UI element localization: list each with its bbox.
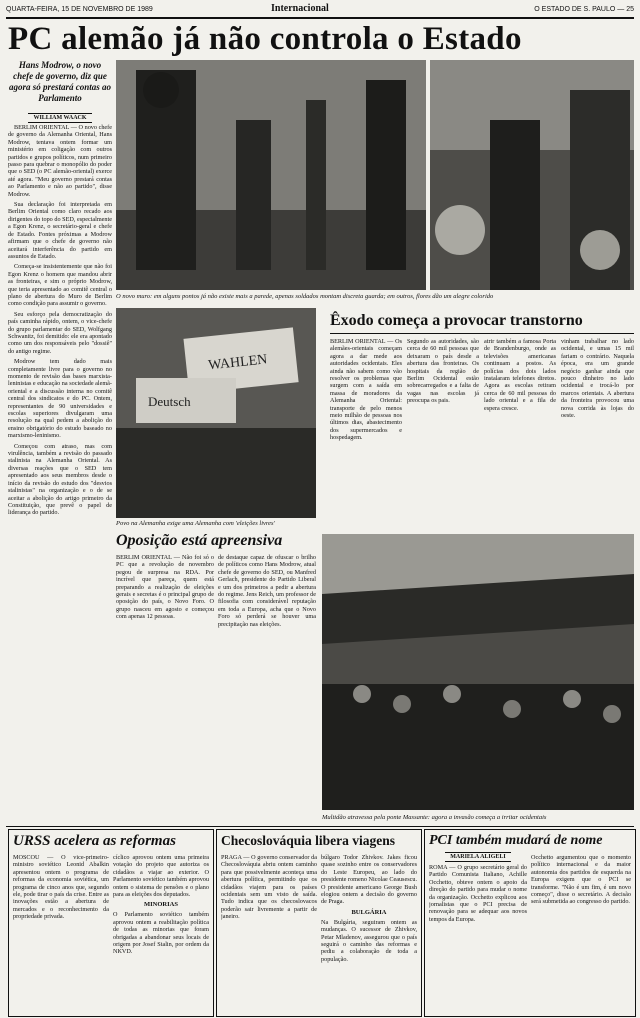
urss-headline: URSS acelera as reformas: [13, 833, 176, 849]
exodo-rule: [330, 333, 634, 334]
photo-protest: [116, 308, 316, 518]
section-title: Internacional: [271, 3, 329, 14]
urss-box: [8, 829, 214, 1017]
urss-paragraph: O Parlamento soviético também aprovou ontem a reabilitação política de todas as minorias que foram obrigadas a abandonar seus locais de origem por Josef Stalin, por ordem da NKVD.: [113, 911, 209, 956]
main-headline: PC alemão já não controla o Estado: [8, 21, 522, 57]
svg-text:WAHLEN: WAHLEN: [207, 352, 269, 374]
issue-date: QUARTA-FEIRA, 15 DE NOVEMBRO DE 1989: [6, 6, 153, 13]
photo-flowers-image: [430, 60, 634, 290]
checo-paragraph: búlgaro Todor Zhivkov. Jakes ficou quase sozinho entre os conservadores do Leste Europeu, ao lado do presidente romeno Nicolae Ceausescu. O presidente americano George Bush elogiou ontem a decisão do governo de Praga.: [321, 854, 417, 906]
header-rule: [6, 17, 634, 19]
main-paragraph: Seu esforço pela democratização do país caminha rápido, ontem, o vice-chefe do grupo parlamentar do SED, Wolfgang Schwanitz, foi demitido: ele era apontado como um dos responsáveis pelo "dossiê" do antigo regime.: [8, 310, 112, 355]
checo-column-2: [321, 854, 417, 1012]
pci-headline: PCI também mudará de nome: [429, 833, 603, 848]
urss-paragraph: cíclico aprovou ontem uma primeira votação do projeto que autoriza os cidadãos a viajar ao exterior. O Parlamento soviético também aprovou ontem o sistema de pensões e o plano para as eleições dos deputados.: [113, 854, 209, 899]
pci-column-1: ROMA — O grupo secretário geral do Partido Comunista Italiano, Achille Occhetto, obteve ontem o apoio da direção do partido para mudar o nome da organização. Occhetto explicou aos jornalistas que o PCI precisa de renovação para se adequar aos novos tempos da Europa.: [429, 864, 527, 923]
svg-text:Deutsch: Deutsch: [148, 394, 191, 409]
pci-byline: MARIELA ALIGELI: [445, 852, 511, 862]
photo-wall-image: [116, 60, 426, 290]
checo-column-1: PRAGA — O governo conservador da Checoslováquia abriu ontem caminho para que possivelmente aconteça uma abertura política, permitindo que os cidadãos viajem para os países ocidentais sem um visto de saída. Tudo indica que os checoslovacos poderão sair livremente a partir de janeiro.: [221, 854, 317, 921]
oposicao-headline: Oposição está apreensiva: [116, 532, 283, 549]
photo-border-wall: [116, 60, 426, 290]
urss-column-1: MOSCOU — O vice-primeiro-ministro soviético Leonid Abalkin apresentou ontem o programa de reformas da economia soviética, um programa de cinco anos que, segundo ele, pode tirar o país da crise. Entre as inovações estão a abertura de mercados e o reconhecimento da propriedade privada.: [13, 854, 109, 921]
oposicao-column-2: de destaque capaz de ofuscar o brilho de políticos como Hans Modrow, atual chefe de governo do SED, ou Manfred Gerlach, presidente do Partido Liberal e um dos primeiros a pedir a abertura do regime. Jens Reich, um professor de filosofia com considerável reputação em toda a Europa, acha que o Novo Foro só perderá se houver uma precipitação nas eleições.: [218, 554, 316, 628]
oposicao-column-1: BERLIM ORIENTAL — Não foi só o PC que a revolução de novembro pegou de surpresa na RDA. Por incrível que pareça, quem está preparando a realização de eleições gerais e secretas é o principal grupo de oposição do país, o Novo Foro. O grupo nasceu em agosto e começou com apenas 12 pessoas.: [116, 554, 214, 621]
checo-box: [216, 829, 422, 1017]
urss-column-2: [113, 854, 209, 1012]
photo-caption-protest: Povo na Alemanha exige uma Alemanha com 'eleições livres': [116, 520, 275, 527]
pci-box: [424, 829, 636, 1017]
main-paragraph: BERLIM ORIENTAL — O novo chefe de governo da Alemanha Oriental, Hans Modrow, tentava ontem formar um ministério em coligação com outros partidos e grupos políticos, num primeiro passo para quebrar o monopólio do poder que o SED (o PC alemão-oriental) exerce até agora. "Meu governo prestará contas ao Parlamento e não ao partido", disse Modrow.: [8, 124, 112, 198]
main-paragraph: Começou com atraso, mas com virulência, também a revisão do passado stalinista na Alemanha Oriental. As diversas reações que o SED tem apresentado aos seus membros desde o início da revisão do estudo dos "desvios stalinistas" na organização e o de se aceitar a abolição do artigo primeiro da Constituição, que prevê o papel de liderança do partido.: [8, 442, 112, 517]
main-paragraph: Sua declaração foi interpretada em Berlim Oriental como claro recado aos dirigentes do topo do SED, especialmente a Egon Krenz, o secretário-geral e chefe de Estado. Fontes próximas a Modrow afirmam que o chefe de governo não aceitará interferência do partido em assuntos de Estado.: [8, 201, 112, 260]
page-header: [6, 3, 634, 17]
photo-crowd-image: [322, 534, 634, 810]
checo-headline: Checoslováquia libera viagens: [221, 833, 396, 848]
photo-flowers-wall: [430, 60, 634, 290]
bottom-section-rule: [6, 826, 634, 827]
photo-caption-wall: O novo muro: em alguns pontos já não existe mais a parede, apenas soldados montam discreta guarda; em outros, flores dão um alegre colorido: [116, 293, 494, 300]
main-story-column: [8, 124, 112, 884]
main-byline: WILLIAM WAACK: [28, 113, 92, 123]
checo-paragraph: Na Bulgária, seguiram ontem as mudanças. O sucessor de Zhivkov, Petar Mladenov, assegurou que o país seguirá o caminho das reformas e pediu a colaboração de toda a população.: [321, 918, 417, 963]
urss-subhead: MINORIAS: [144, 901, 178, 909]
main-paragraph: Começa-se insistentemente que não foi Egon Krenz o homem que mandou abrir as fronteiras, e sim o próprio Modrow, que teria apresentado ao comitê central o plano de abertura do Muro de Berlim como condição para assumir o governo.: [8, 263, 112, 308]
paper-name: O ESTADO DE S. PAULO — 25: [534, 6, 634, 13]
exodo-column-2: Segundo as autoridades, são cerca de 60 mil pessoas que deixaram o país desde a abertura das fronteiras. Os hospitais da região de Berlim Ocidental estão sobrecarregados e a falta de vagas nas escolas já preocupa os pais.: [407, 338, 479, 405]
checo-subhead: BULGÁRIA: [351, 908, 387, 916]
main-paragraph: Modrow tem dado mais completamente livre para o governo no momento de revisão das bases marxista-leninistas e educação na sociedade alemã-oriental e a discussão interna no comitê central dos sindicatos e do PC. Ontem, representantes de 90 universidades e escolas superiores divulgaram uma resolução na qual pedem a abolição do ensino obrigatório do estudo baseado no marxismo-leninismo.: [8, 358, 112, 440]
photo-crowd-bridge: [322, 534, 634, 810]
main-kicker: Hans Modrow, o novo chefe de governo, diz que agora só prestará contas ao Parlamento: [8, 60, 111, 103]
exodo-column-1: BERLIM ORIENTAL — Os alemães-orientais começam agora a dar mede aos autoridades ocidentais. Eles ainda não sabem como vão resolver os problemas que surgem com a saída em massa de moradores da Alemanha Oriental: transporte de pelo menos meio milhão de pessoas nos últimos dias, abastecimento dos supermercados e hospedagem.: [330, 338, 402, 442]
pci-column-2: Occhetto argumentou que o momento político internacional e da maior autonomia dos partidos de esquerda na Europa exigem que o PCI se transforme. "Não é um fim, é um novo começo", disse o secretário. A decisão será submetida ao congresso do partido.: [531, 854, 631, 906]
exodo-headline: Êxodo começa a provocar transtorno: [330, 312, 583, 329]
photo-caption-crowd: Multidão atravessa pela ponte Massante: agora a invasão começa a irritar ocidentais: [322, 814, 547, 821]
exodo-column-4: vinham trabalhar no lado ocidental, e umas 15 mil fariam o contrário. Naquela época, era um grande negócio ganhar ainda que pouco dinheiro no lado ocidental e trocá-lo por marcos orientais. A abertura da fronteira provocou uma nova corrida às lojas do oeste.: [561, 338, 634, 420]
photo-protest-image: [116, 308, 316, 518]
exodo-column-3: atrir também a famosa Porta de Brandenburgo, onde as televisões americanas continuam a postos. As polícias dos dois lados instalaram telefones diretos. Agora as escolas retiram cerca de 60 mil pessoas do lado oriental e a fila de espera cresce.: [484, 338, 556, 412]
